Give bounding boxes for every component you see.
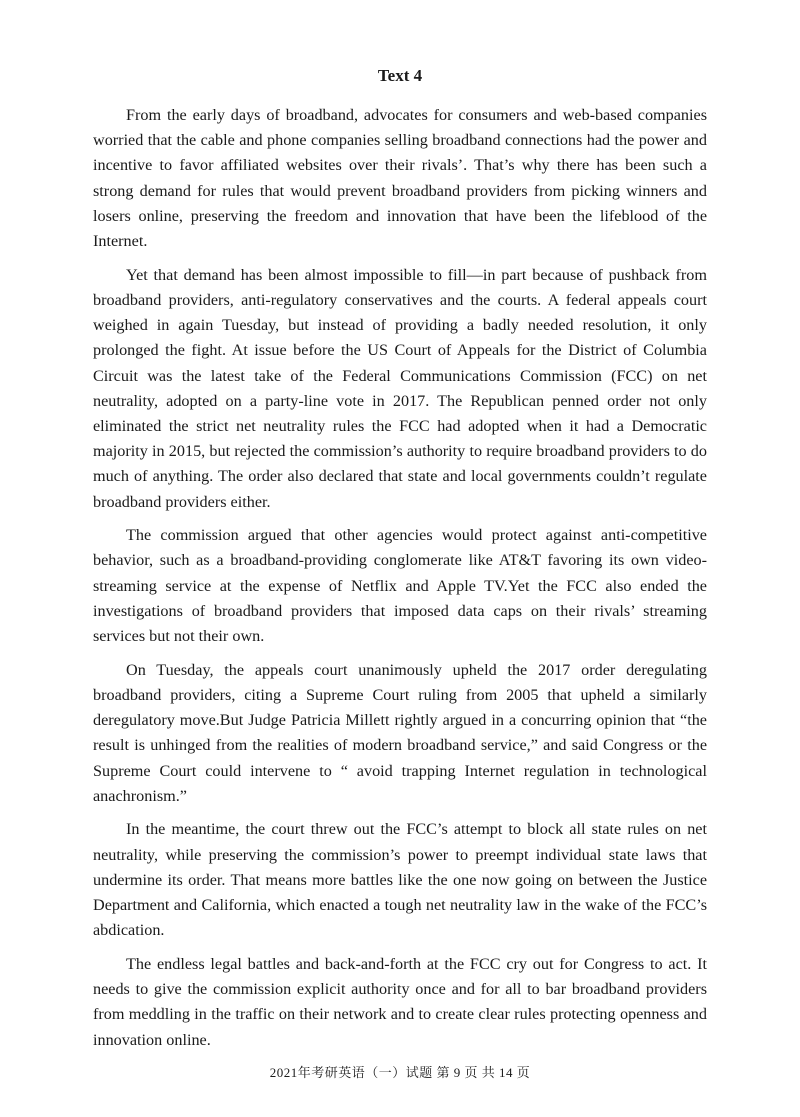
page-footer: 2021年考研英语（一）试题 第 9 页 共 14 页 bbox=[269, 1065, 531, 1080]
text-title: Text 4 bbox=[377, 66, 423, 85]
paragraph-5: In the meantime, the court threw out the FCC’s attempt to block all state rules on net neutrality, while preserving the commission’s power to preempt individual state laws that undermine its order. That means more battles like the one now going on between the Justice Department and California, which enacted a tough net neutrality law in the wake of the FCC’s abdication. bbox=[93, 820, 707, 940]
paragraph-2: Yet that demand has been almost impossible to fill—in part because of pushback from broadband providers, anti-regulatory conservatives and the courts. A federal appeals court weighed in again Tuesday, but instead of providing a badly needed resolution, it only prolonged the fight. At issue before the US Court of Appeals for the District of Columbia Circuit was the latest take of the Federal Communications Commission (FCC) on net neutrality, adopted on a party-line vote in 2017. The Republican penned order not only eliminated the strict net neutrality rules the FCC had adopted when it had a Democratic majority in 2015, but rejected the commission’s authority to require broadband providers to do much of anything. The order also declared that state and local governments couldn’t regulate broadband providers either. bbox=[93, 265, 707, 511]
passage-body bbox=[93, 103, 707, 1061]
paragraph-6: The endless legal battles and back-and-forth at the FCC cry out for Congress to act. It needs to give the commission explicit authority once and for all to bar broadband providers from meddling in the traffic on their network and to create clear rules protecting openness and innovation online. bbox=[93, 955, 707, 1049]
paragraph-3: The commission argued that other agencies would protect against anti-competitive behavior, such as a broadband-providing conglomerate like AT&T favoring its own video-streaming service at the expense of Netflix and Apple TV.Yet the FCC also ended the investigations of broadband providers that imposed data caps on their rivals’ streaming services but not their own. bbox=[93, 526, 707, 646]
paragraph-1: From the early days of broadband, advocates for consumers and web-based companies worried that the cable and phone companies selling broadband connections had the power and incentive to favor affiliated websites over their rivals’. That’s why there has been such a strong demand for rules that would prevent broadband providers from picking winners and losers online, preserving the freedom and innovation that have been the lifeblood of the Internet. bbox=[93, 106, 707, 251]
paragraph-4: On Tuesday, the appeals court unanimously upheld the 2017 order deregulating broadband providers, citing a Supreme Court ruling from 2005 that upheld a similarly deregulatory move.But Judge Patricia Millett rightly argued in a concurring opinion that “the result is unhinged from the realities of modern broadband service,” and said Congress or the Supreme Court could intervene to “ avoid trapping Internet regulation in technological anachronism.” bbox=[93, 660, 707, 805]
